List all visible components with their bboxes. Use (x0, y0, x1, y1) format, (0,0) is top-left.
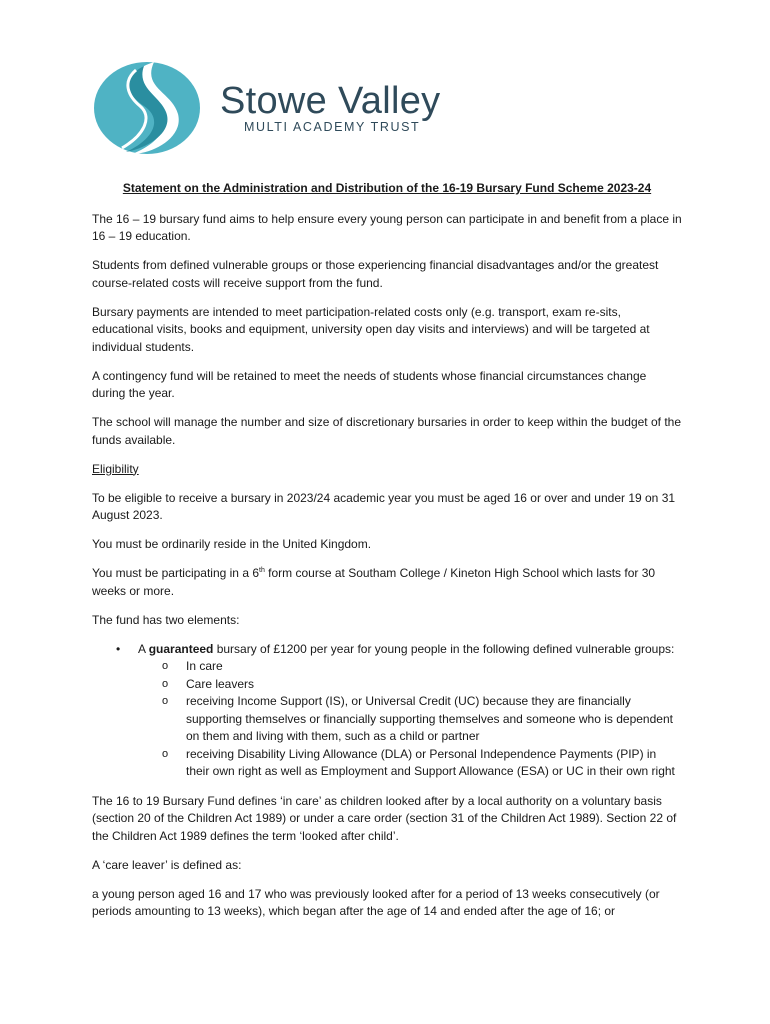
sub-list-item: o receiving Income Support (IS), or Universal Credit (UC) because they are financially supporting themselves or financially supporting themselves and someone who is dependent on them and living with them, such as a child or partner (138, 693, 682, 746)
paragraph: a young person aged 16 and 17 who was previously looked after for a period of 13 weeks consecutively (or periods amounting to 13 weeks), which began after the age of 14 and ended after the age of 16; or (92, 886, 660, 918)
sub-list-item: o Care leavers (138, 676, 682, 694)
logo-subtitle: MULTI ACADEMY TRUST (244, 120, 421, 134)
paragraph: A contingency fund will be retained to meet the needs of students whose financial circumstances change during the year. (92, 368, 647, 400)
list-item (92, 641, 682, 781)
text-segment: You must be participating in a 6 (92, 566, 259, 580)
logo-swirl-icon (92, 58, 212, 158)
paragraph: You must be ordinarily reside in the United Kingdom. (92, 537, 372, 551)
trust-logo (92, 58, 472, 158)
logo-name: Stowe Valley (220, 80, 441, 122)
paragraph: Bursary payments are intended to meet participation-related costs only (e.g. transport, exam re-sits, educational visits, books and equipment, university open day visits and interviews) and will be targeted at individual students. (92, 304, 650, 354)
vulnerable-groups-list (138, 658, 682, 781)
superscript: th (259, 567, 265, 574)
paragraph: To be eligible to receive a bursary in 2023/24 academic year you must be aged 16 or over and under 19 on 31 August 2023. (92, 490, 676, 522)
paragraph: The 16 – 19 bursary fund aims to help ensure every young person can participate in and benefit from a place in 16 – 19 education. (92, 211, 682, 243)
paragraph (92, 565, 682, 600)
bold-text: guaranteed (148, 641, 214, 656)
eligibility-heading: Eligibility (92, 461, 139, 476)
document-body (92, 180, 682, 932)
paragraph: The 16 to 19 Bursary Fund defines ‘in care’ as children looked after by a local authority on a voluntary basis (section 20 of the Children Act 1989) or under a care order (section 31 of the Children Act 1989). Section 22 of the Children Act 1989 defines the term ‘looked after child’. (92, 793, 677, 843)
document-title: Statement on the Administration and Distribution of the 16-19 Bursary Fund Scheme 2023-24 (122, 181, 652, 195)
paragraph: Students from defined vulnerable groups or those experiencing financial disadvantages and/or the greatest course-related costs will receive support from the fund. (92, 258, 659, 290)
text-segment: bursary of £1200 per year for young people in the following defined vulnerable groups: (213, 641, 675, 656)
paragraph: The school will manage the number and size of discretionary bursaries in order to keep within the budget of the funds available. (92, 415, 681, 447)
sub-list-item: o receiving Disability Living Allowance (DLA) or Personal Independence Payments (PIP) in their own right as well as Employment and Support Allowance (ESA) or UC in their own right (138, 746, 682, 781)
sub-list-item: o In care (138, 658, 682, 676)
paragraph: The fund has two elements: (92, 612, 240, 627)
paragraph: A ‘care leaver’ is defined as: (92, 857, 242, 872)
text-segment: form course at Southam College / Kineton High School which lasts for 30 weeks or more. (92, 566, 656, 598)
elements-list (92, 641, 682, 781)
text-segment: A (138, 641, 149, 656)
